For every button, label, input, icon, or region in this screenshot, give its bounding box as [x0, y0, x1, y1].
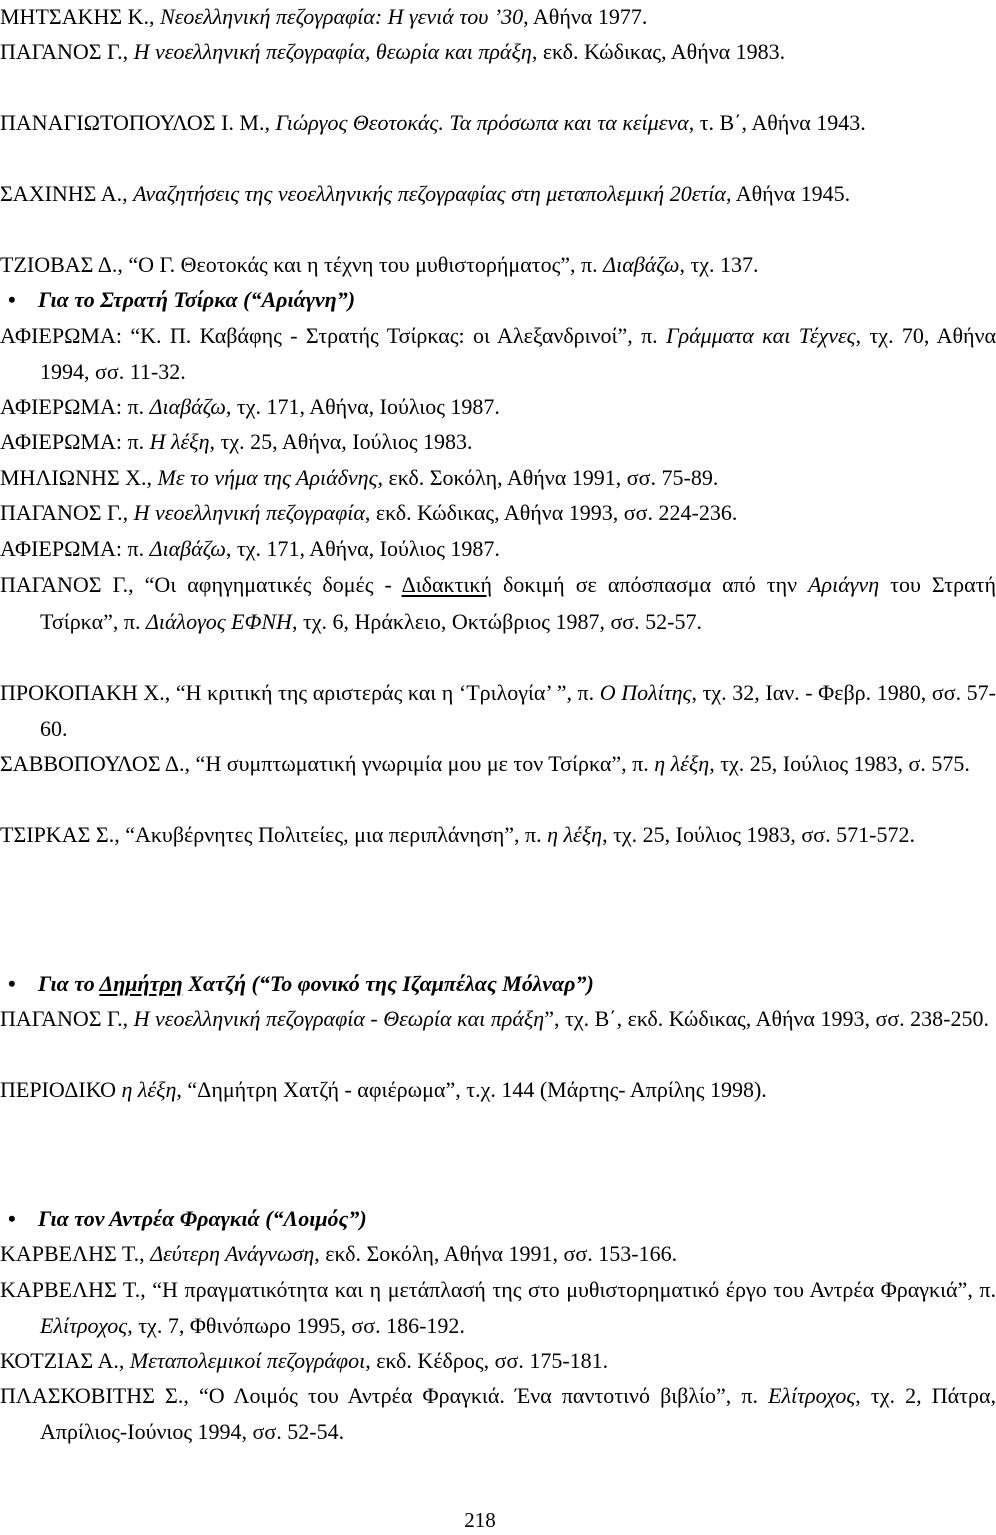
entry-title: Διαβάζω: [149, 536, 226, 561]
entry-text: , τχ. 25, Αθήνα, Ιούλιος 1983.: [209, 429, 473, 454]
entry-title: Ελίτροχος: [40, 1312, 128, 1338]
bibliography-entry-tsirkas: [0, 817, 996, 853]
bibliography-entry-savvopoulos: [0, 746, 996, 782]
bibliography-entry-plaskovitis: [0, 1378, 996, 1449]
entry-text: ”, τχ. Β΄, εκδ. Κώδικας, Αθήνα 1993, σσ. 238-250.: [544, 1006, 989, 1031]
entry-title: Αριάγνη: [808, 572, 880, 597]
section-heading-text: Χατζή (“Το φονικό της Ιζαμπέλας Μόλναρ”): [182, 971, 594, 996]
entry-text: ΠΛΑΣΚΟΒΙΤΗΣ Σ., “Ο Λοιμός του Αντρέα Φραγκιά. Ένα παντοτινό βιβλίο”, π.: [0, 1383, 769, 1408]
bibliography-entry-periodiko-lexi: [0, 1072, 996, 1108]
section-heading-tsirkas: [0, 282, 994, 318]
entry-text: ΑΦΙΕΡΩΜΑ: π.: [0, 429, 150, 454]
entry-text: ΠΕΡΙΟΔΙΚΟ: [0, 1077, 122, 1102]
entry-title: Η λέξη: [149, 429, 210, 454]
section-heading-text: Δημήτρη: [99, 971, 183, 996]
bibliography-entry-milionis: [0, 460, 996, 496]
entry-text: Διδακτική: [401, 572, 492, 597]
section-heading-fragkias: [0, 1201, 994, 1237]
bibliography-entry-kotzias: [0, 1343, 996, 1379]
bibliography-entry-paganos-dialogos: [0, 566, 996, 640]
bibliography-entry-paganos-1983: [0, 34, 996, 70]
entry-title: Ο Πολίτης: [599, 680, 692, 705]
bullet-icon: •: [8, 971, 16, 996]
bibliography-entry-afieroma-diavazo-2: [0, 531, 996, 567]
entry-title: Η νεοελληνική πεζογραφία - Θεωρία και πράξη: [133, 1006, 545, 1031]
entry-title: Με το νήμα της Αριάδνης: [157, 465, 378, 490]
entry-text: , τχ. 7, Φθινόπωρο 1995, σσ. 186-192.: [127, 1312, 465, 1338]
entry-title: Η νεοελληνική πεζογραφία: [133, 500, 365, 525]
section-heading-chatzis: [0, 966, 994, 1002]
entry-title: η λέξη: [654, 751, 710, 776]
entry-text: , τχ. 2, Πάτρα, Απρίλιος-Ιούνιος 1994, σσ. 52-54.: [40, 1383, 996, 1444]
entry-title: Γιώργος Θεοτοκάς. Τα πρόσωπα και τα κείμενα: [275, 110, 689, 135]
entry-text: δοκιμή σε απόσπασμα από την: [492, 572, 809, 597]
entry-text: ΜΗΤΣΑΚΗΣ Κ.,: [0, 4, 161, 29]
entry-title: Διαβάζω: [149, 394, 226, 419]
entry-title: Νεοελληνική πεζογραφία: Η γενιά του ’30: [160, 4, 524, 29]
bibliography-entry-sachinis: [0, 176, 996, 212]
entry-text: ΜΗΛΙΩΝΗΣ Χ.,: [0, 465, 158, 490]
entry-title: η λέξη: [547, 822, 603, 847]
entry-text: , εκδ. Κώδικας, Αθήνα 1983.: [531, 39, 786, 64]
bibliography-entry-afieroma-diavazo: [0, 389, 996, 425]
entry-text: ΠΑΓΑΝΟΣ Γ.,: [0, 39, 134, 64]
section-heading-text: Για τον Αντρέα Φραγκιά (“Λοιμός”): [38, 1206, 367, 1231]
entry-text: , τχ. 25, Ιούλιος 1983, σσ. 571-572.: [602, 822, 915, 847]
bibliography-entry-karvelis-1995: [0, 1272, 996, 1343]
bibliography-entry-karvelis-1991: [0, 1236, 996, 1272]
bullet-icon: •: [8, 287, 16, 312]
entry-text: ΠΑΓΑΝΟΣ Γ.,: [0, 500, 134, 525]
bibliography-entry-prokopaki: [0, 675, 996, 746]
entry-text: , εκδ. Σοκόλη, Αθήνα 1991, σσ. 75-89.: [377, 465, 719, 490]
section-heading-text: Για το: [38, 971, 100, 996]
bibliography-entry-mitsakis: [0, 0, 996, 35]
page-number: 218: [464, 1508, 496, 1532]
entry-text: , εκδ. Κέδρος, σσ. 175-181.: [365, 1348, 609, 1373]
entry-text: ΠΡΟΚΟΠΑΚΗ Χ., “Η κριτική της αριστεράς και η ‘Τριλογία’ ”, π.: [0, 680, 600, 705]
entry-text: , τχ. 32, Ιαν. - Φεβρ. 1980, σσ. 57-60.: [40, 680, 996, 741]
entry-text: , “Δημήτρη Χατζή - αφιέρωμα”, τ.χ. 144 (Μάρτης- Απρίλης 1998).: [176, 1077, 767, 1102]
bibliography-entry-afieroma-lexi: [0, 424, 996, 460]
bibliography-entry-afieroma-kavafis: [0, 318, 996, 389]
entry-title: Μεταπολεμικοί πεζογράφοι: [129, 1348, 366, 1373]
bullet-icon: •: [8, 1206, 16, 1231]
bibliography-entry-panagiotopoulos: [0, 105, 996, 141]
entry-title: Διαβάζω: [603, 252, 680, 277]
entry-title: Δεύτερη Ανάγνωση: [150, 1241, 315, 1266]
entry-title: Διάλογος ΕΦΝΗ: [145, 609, 292, 634]
entry-text: ΠΑΓΑΝΟΣ Γ.,: [0, 1006, 134, 1031]
entry-text: , εκδ. Κώδικας, Αθήνα 1993, σσ. 224-236.: [364, 500, 738, 525]
entry-text: , τχ. 137.: [679, 252, 759, 277]
entry-title: Η νεοελληνική πεζογραφία, θεωρία και πράξη: [133, 39, 532, 64]
entry-text: ΤΣΙΡΚΑΣ Σ., “Ακυβέρνητες Πολιτείες, μια περιπλάνηση”, π.: [0, 822, 548, 847]
entry-text: , τχ. 25, Ιούλιος 1983, σ. 575.: [709, 751, 970, 776]
entry-title: Γράμματα και Τέχνες: [666, 323, 856, 348]
bibliography-entry-tziovas: [0, 247, 996, 283]
entry-text: ΣΑΧΙΝΗΣ Α.,: [0, 181, 134, 206]
entry-text: , τχ. 6, Ηράκλειο, Οκτώβριος 1987, σσ. 52-57.: [291, 609, 702, 634]
entry-text: , Αθήνα 1945.: [725, 181, 851, 206]
bibliography-entry-paganos-chatzis: [0, 1001, 996, 1037]
entry-text: ΠΑΓΑΝΟΣ Γ., “Οι αφηγηματικές δομές -: [0, 572, 402, 597]
entry-text: , τχ. 70, Αθήνα 1994, σσ. 11-32.: [40, 323, 996, 384]
entry-text: , Αθήνα 1977.: [523, 4, 648, 29]
entry-text: ΚΑΡΒΕΛΗΣ Τ., “Η πραγματικότητα και η μετάπλασή της στο μυθιστορηματικό έργο του Αντρέα Φραγκιά”, π.: [0, 1277, 996, 1302]
entry-text: ΑΦΙΕΡΩΜΑ: π.: [0, 394, 150, 419]
bibliography-entry-paganos-1993: [0, 495, 996, 531]
entry-text: του Στρατή Τσίρκα”, π.: [40, 572, 996, 634]
entry-text: , εκδ. Σοκόλη, Αθήνα 1991, σσ. 153-166.: [314, 1241, 678, 1266]
entry-text: , τ. Β΄, Αθήνα 1943.: [688, 110, 866, 135]
entry-text: ΑΦΙΕΡΩΜΑ: π.: [0, 536, 150, 561]
entry-text: ΣΑΒΒΟΠΟΥΛΟΣ Δ., “Η συμπτωματική γνωριμία μου με τον Τσίρκα”, π.: [0, 751, 655, 776]
section-heading-text: Για το Στρατή Τσίρκα (“Αριάγνη”): [38, 287, 356, 312]
entry-text: , τχ. 171, Αθήνα, Ιούλιος 1987.: [225, 536, 500, 561]
entry-text: ΚΑΡΒΕΛΗΣ Τ.,: [0, 1241, 151, 1266]
entry-text: ΤΖΙΟΒΑΣ Δ., “Ο Γ. Θεοτοκάς και η τέχνη του μυθιστορήματος”, π.: [0, 252, 604, 277]
entry-title: Ελίτροχος: [768, 1383, 856, 1408]
entry-text: ΚΟΤΖΙΑΣ Α.,: [0, 1348, 130, 1373]
entry-text: , τχ. 171, Αθήνα, Ιούλιος 1987.: [225, 394, 500, 419]
entry-title: Αναζητήσεις της νεοελληνικής πεζογραφίας στη μεταπολεμική 20ετία: [133, 181, 726, 206]
entry-title: η λέξη: [121, 1077, 177, 1102]
entry-text: ΑΦΙΕΡΩΜΑ: “Κ. Π. Καβάφης - Στρατής Τσίρκας: οι Αλεξανδρινοί”, π.: [0, 323, 667, 348]
entry-text: ΠΑΝΑΓΙΩΤΟΠΟΥΛΟΣ Ι. Μ.,: [0, 110, 276, 135]
